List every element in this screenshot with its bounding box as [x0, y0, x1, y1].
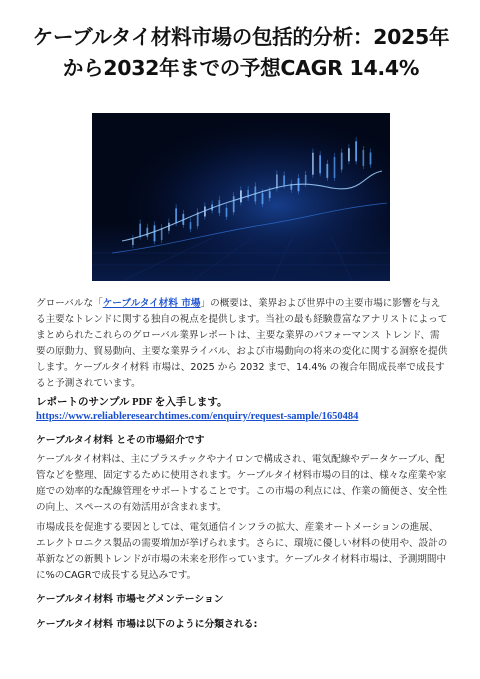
financial-chart-graphic [92, 113, 390, 281]
section-heading-segmentation: ケーブルタイ材料 市場セグメンテーション [36, 594, 224, 605]
segmentation-subheading: ケーブルタイ材料 市場は以下のように分類される: [36, 619, 258, 630]
sample-request [36, 396, 448, 424]
growth-factors: 市場成長を促進する要因としては、電気通信インフラの拡大、産業オートメーションの進展、エレクトロニクス製品の需要増加が挙げられます。さらに、環境に優しい材料の使用や、設計の革新などの新興トレンドが市場の未来を形作っています。ケーブルタイ材料市場は、予測期間中に%のCAGRで成長する見込みです。 [36, 522, 448, 581]
market-link[interactable]: ケーブルタイ材料 市場 [102, 298, 201, 309]
intro-paragraph [36, 296, 448, 392]
market-description: ケーブルタイ材料は、主にプラスチックやナイロンで構成され、電気配線やデータケーブル、配管などを整理、固定するために使用されます。ケーブルタイ材料市場の目的は、様々な産業や家庭での効率的な配線管理をサポートすることです。この市場の利点には、作業の簡便さ、安全性の向上、スペースの有効活用が含まれます。 [36, 454, 448, 513]
section-heading-intro: ケーブルタイ材料 とその市場紹介です [36, 435, 205, 446]
sample-label: レポートのサンプル PDF を入手します。 [36, 397, 228, 408]
page-title: ケーブルタイ材料市場の包括的分析：2025年から2032年までの予想CAGR 14.4% [32, 25, 450, 80]
intro-text: 」の概要は、業界および世界中の主要市場に影響を与える主要なトレンドに関する独自の視点を提供します。当社の最も経験豊富なアナリストによってまとめられたこれらのグローバル業界レポートは、主要な業界のパフォーマンス トレンド、需要の原動力、貿易動向、主要な業界ライバル、および市場動向の将来の変化に関する洞察を提供します。ケーブルタイ材料 市場は、2025 から 2032 まで、14.4% の複合年間成長率で成長すると予測されています。 [36, 298, 448, 389]
sample-link[interactable]: https://www.reliableresearchtimes.com/enquiry/request-sample/1650484 [36, 411, 359, 422]
financial-chart-image [92, 113, 390, 281]
intro-prefix: グローバルな「 [36, 298, 103, 309]
